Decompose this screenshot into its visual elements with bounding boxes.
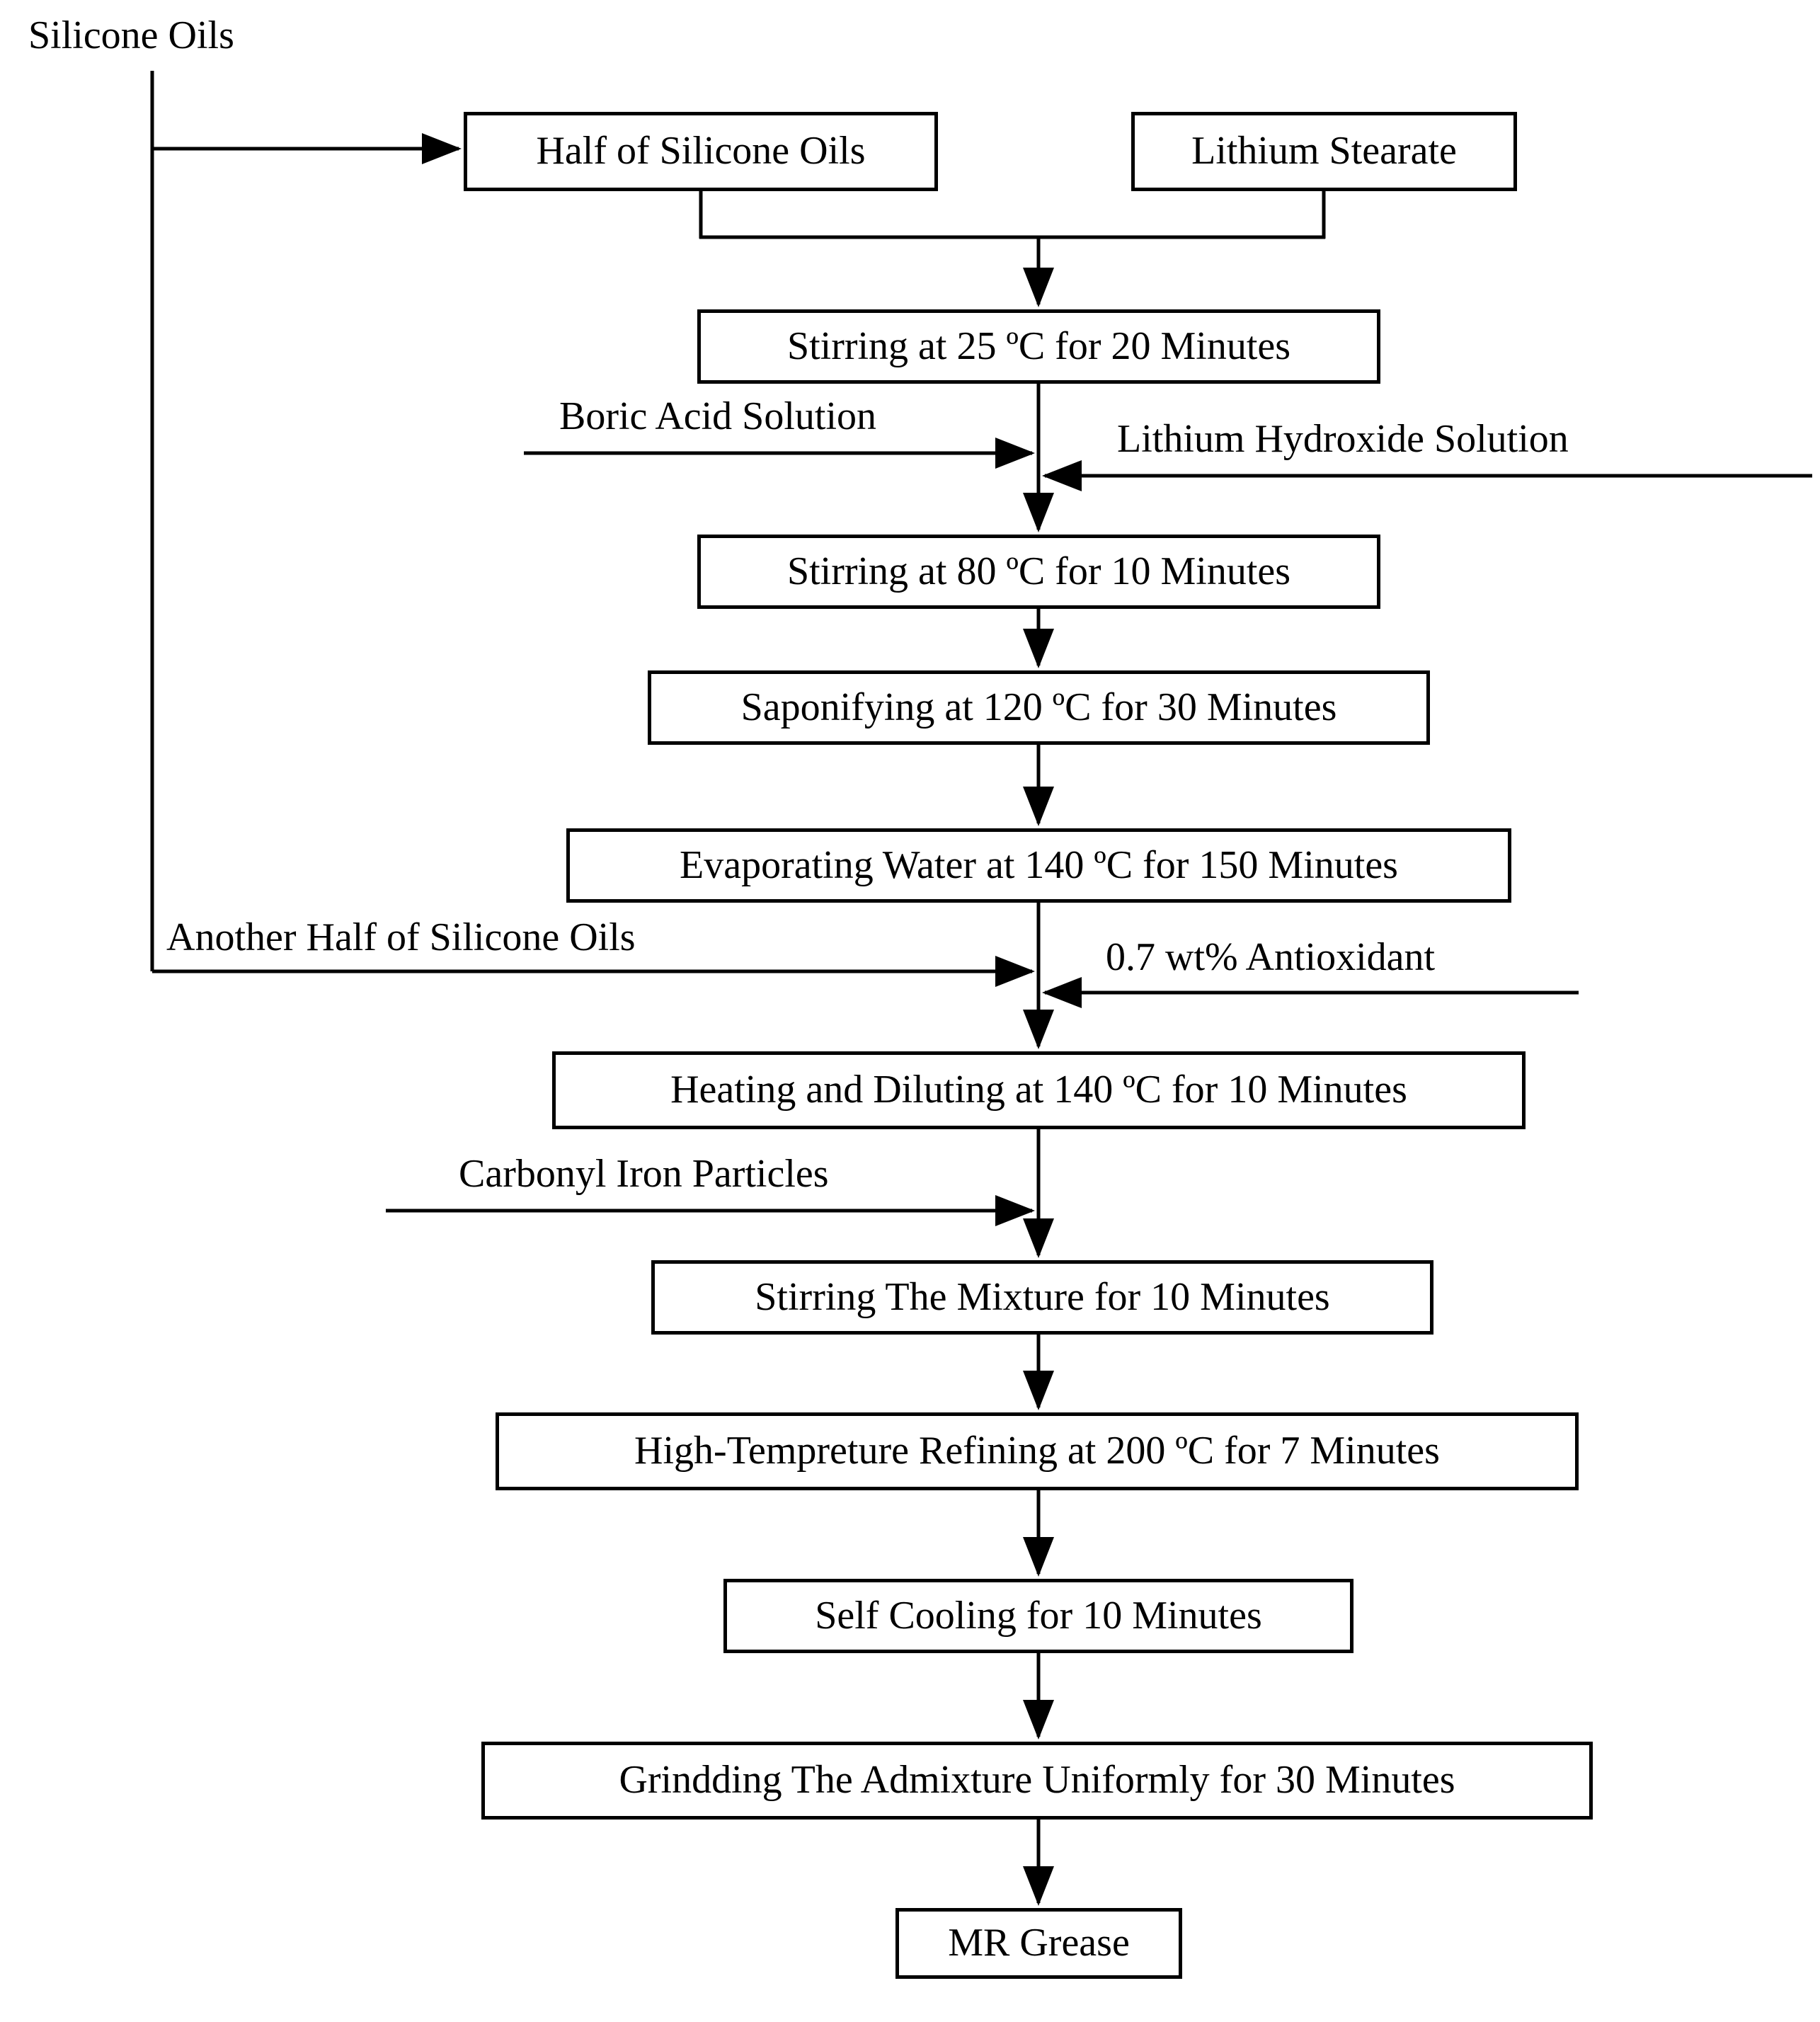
label-carbonyl-iron-particles: Carbonyl Iron Particles	[459, 1152, 829, 1196]
node-half-of-silicone-oils: Half of Silicone Oils	[464, 112, 938, 191]
node-grinding-admixture-30min: Grindding The Admixture Uniformly for 30 Minutes	[481, 1742, 1593, 1820]
node-stirring-25c-20min: Stirring at 25 ºC for 20 Minutes	[697, 309, 1380, 384]
node-saponifying-120c-30min: Saponifying at 120 ºC for 30 Minutes	[648, 670, 1430, 745]
label-another-half-silicone-oils: Another Half of Silicone Oils	[166, 915, 636, 959]
node-evaporating-water-140c-150min: Evaporating Water at 140 ºC for 150 Minutes	[566, 828, 1511, 903]
node-lithium-stearate: Lithium Stearate	[1131, 112, 1517, 191]
label-lithium-hydroxide-solution: Lithium Hydroxide Solution	[1117, 417, 1569, 461]
node-high-temperature-refining-200c-7min: High-Tempreture Refining at 200 ºC for 7 Minutes	[496, 1412, 1579, 1490]
node-heating-diluting-140c-10min: Heating and Diluting at 140 ºC for 10 Minutes	[552, 1051, 1526, 1129]
label-boric-acid-solution: Boric Acid Solution	[559, 394, 876, 438]
label-antioxidant: 0.7 wt% Antioxidant	[1106, 935, 1436, 979]
label-silicone-oils: Silicone Oils	[28, 13, 234, 57]
node-mr-grease: MR Grease	[895, 1908, 1182, 1979]
node-stirring-mixture-10min: Stirring The Mixture for 10 Minutes	[651, 1260, 1433, 1335]
node-stirring-80c-10min: Stirring at 80 ºC for 10 Minutes	[697, 535, 1380, 609]
node-self-cooling-10min: Self Cooling for 10 Minutes	[723, 1579, 1353, 1653]
